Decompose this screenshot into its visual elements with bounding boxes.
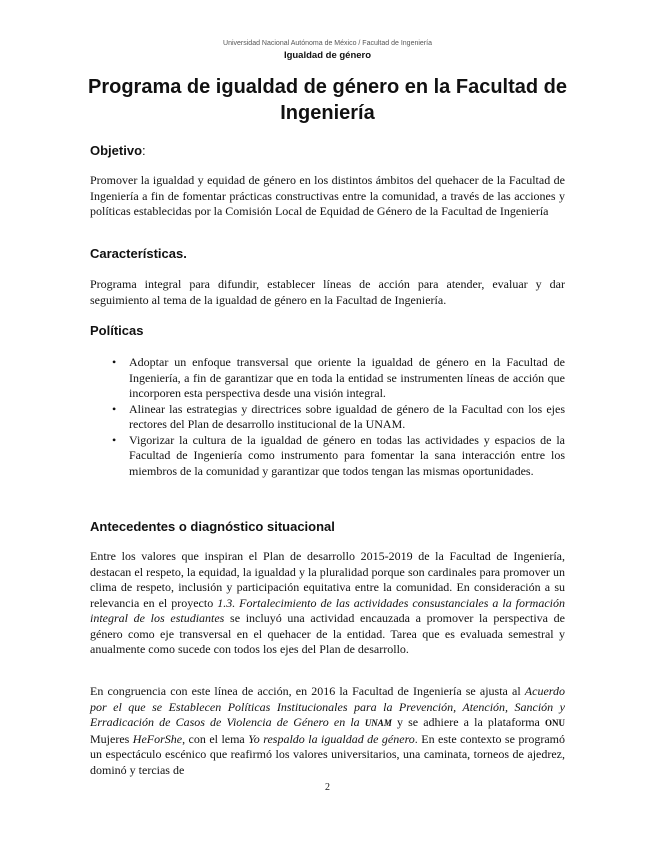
caracteristicas-text: Programa integral para difundir, establecer líneas de acción para atender, evaluar y dar seguimiento al tema de la igualdad de género en la Facultad de Ingeniería.	[90, 277, 565, 307]
p2-heforshe: HeForShe	[132, 731, 183, 746]
p2-text-d: , con el lema	[182, 731, 249, 746]
list-item	[112, 402, 565, 433]
antecedentes-paragraph-2	[90, 684, 565, 778]
politicas-list	[112, 355, 565, 479]
list-item-text: Alinear las estrategias y directrices sobre igualdad de género de la Facultad con los ejes rectores del Plan de desarrollo institucional de la UNAM.	[129, 401, 565, 431]
p2-onu: ONU	[545, 718, 566, 728]
p2-text-a: En congruencia con este línea de acción, en 2016 la Facultad de Ingeniería se ajusta al	[90, 684, 525, 698]
objetivo-text: Promover la igualdad y equidad de género en los distintos ámbitos del quehacer de la Facultad de Ingeniería a fin de fomentar prácticas constructivas entre la comunidad, a través de las acciones y políticas establecidas por la Comisión Local de Equidad de Género de la Facultad de Ingeniería	[90, 173, 565, 218]
list-item	[112, 355, 565, 402]
antecedentes-heading: Antecedentes o diagnóstico situacional	[90, 519, 335, 534]
objetivo-heading	[90, 143, 146, 158]
page-number: 2	[325, 782, 330, 793]
bullet-icon: •	[112, 355, 117, 369]
objetivo-heading-colon: :	[142, 143, 146, 158]
header-section: Igualdad de género	[283, 50, 372, 61]
page-title: Programa de igualdad de género en la Facultad de Ingeniería	[87, 76, 567, 124]
p1-text-a: Entre los valores que inspiran el Plan de desarrollo 2015-2019 de la Facultad de Ingeniería, destacan el respeto, la equidad, la igualdad y la pluralidad porque son cardinales para promover un clima de respeto, inclusión y participación equitativa entre la comunidad. En consideración a su relevancia en el proyecto	[90, 549, 565, 610]
p2-text-e: . En este contexto se programó un espectáculo escénico que reafirmó los valores universitarios, una caminata, torneos de ajedrez, dominó y tercias de	[90, 731, 565, 777]
politicas-heading: Políticas	[90, 323, 144, 338]
bullet-icon: •	[112, 432, 117, 447]
bullet-icon: •	[112, 401, 117, 416]
list-item-text: Adoptar un enfoque transversal que oriente la igualdad de género en la Facultad de Ingeniería, a fin de garantizar que en toda la entidad se instrumenten líneas de acción que incorporen esta perspectiva desde una visión integral.	[129, 355, 565, 400]
p1-text-b: se incluyó una actividad encauzada a promover la perspectiva de género como eje transversal en el quehacer de la entidad. Tarea que es evaluada semestral y anualmente como sucede con todos los ejes del Plan de desarrollo.	[90, 611, 565, 656]
caracteristicas-heading: Características.	[90, 246, 187, 261]
list-item-text: Vigorizar la cultura de la igualdad de género en todas las actividades y espacios de la Facultad de Ingeniería como instrumento para fomentar la sana interacción entre los miembros de la comunidad y garantizar que todos tengan las mismas oportunidades.	[129, 432, 565, 478]
objetivo-heading-text: Objetivo	[90, 143, 143, 158]
list-item	[112, 433, 565, 480]
p2-agreement-title: Acuerdo por el que se Establecen Políticas Institucionales para la Prevención, Atención, Sanción y Erradicación de Casos de Violencia de Género en la	[90, 684, 565, 729]
p2-unam: UNAM	[364, 718, 392, 728]
p1-project-title: 1.3. Fortalecimiento de las actividades consustanciales a la formación integral de los estudiantes	[90, 595, 566, 625]
p2-text-c: Mujeres	[90, 731, 133, 746]
header-institution: Universidad Nacional Autónoma de México / Facultad de Ingeniería	[223, 40, 432, 47]
antecedentes-paragraph-1	[90, 549, 565, 658]
p2-text-b: y se adhiere a la plataforma	[391, 715, 546, 729]
p2-motto: Yo respaldo la igualdad de género	[248, 731, 415, 746]
